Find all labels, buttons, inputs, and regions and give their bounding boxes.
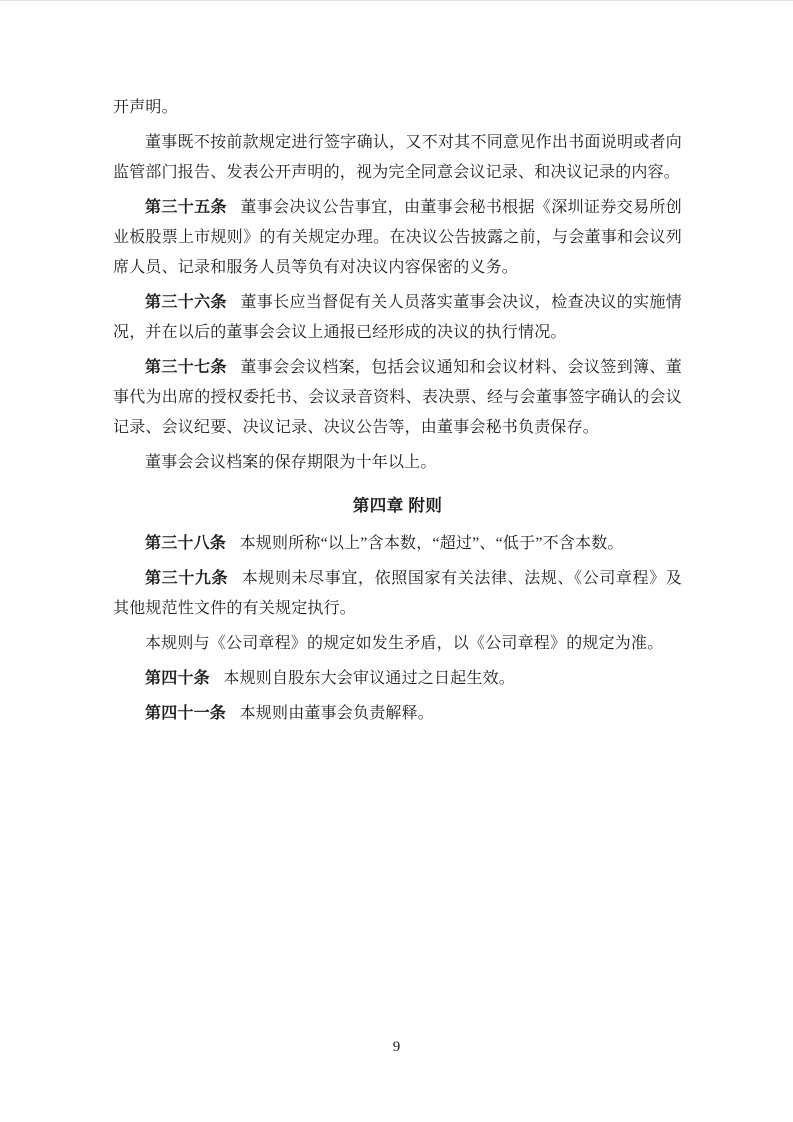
- article-number: 第三十八条: [145, 535, 227, 552]
- article-text: 本规则自股东大会审议通过之日起生效。: [223, 670, 516, 687]
- para-text: 董事既不按前款规定进行签字确认，又不对其不同意见作出书面说明或者向监管部门报告、发表公开声明的，视为完全同意会议记录、和决议记录的内容。: [113, 134, 682, 181]
- article-text: 本规则未尽事宜，依照国家有关法律、法规、《公司章程》及其他规范性文件的有关规定执行。: [113, 570, 682, 617]
- chapter-4-heading: 第四章 附则: [352, 496, 443, 515]
- article-37: [113, 353, 682, 443]
- article-38: [113, 529, 682, 559]
- article-text: 董事会会议档案，包括会议通知和会议材料、会议签到簿、董事代为出席的授权委托书、会议录音资料、表决票、经与会董事签字确认的会议记录、会议纪要、决议记录、决议公告等，由董事会秘书负责保存。: [113, 359, 682, 436]
- para-archive-retention: [113, 448, 682, 478]
- article-35: [113, 193, 682, 283]
- para-charter-precedence: [113, 629, 682, 659]
- article-41: [113, 699, 682, 729]
- article-number: 第四十条: [145, 670, 210, 687]
- article-text: 本规则所称“以上”含本数，“超过”、“低于”不含本数。: [239, 535, 624, 552]
- article-number: 第四十一条: [145, 705, 227, 722]
- para-continuation: [113, 93, 682, 123]
- article-text: 本规则由董事会负责解释。: [239, 705, 435, 722]
- article-number: 第三十九条: [145, 570, 229, 587]
- article-text: 董事会决议公告事宜，由董事会秘书根据《深圳证券交易所创业板股票上市规则》的有关规定办理。在决议公告披露之前，与会董事和会议列席人员、记录和服务人员等负有对决议内容保密的义务。: [113, 199, 682, 276]
- article-text: 董事长应当督促有关人员落实董事会决议，检查决议的实施情况，并在以后的董事会会议上通报已经形成的决议的执行情况。: [113, 294, 682, 341]
- article-number: 第三十六条: [145, 294, 227, 311]
- para-text: 开声明。: [113, 99, 178, 116]
- para-text: 本规则与《公司章程》的规定如发生矛盾，以《公司章程》的规定为准。: [145, 635, 664, 652]
- para-text: 董事会会议档案的保存期限为十年以上。: [145, 454, 437, 471]
- article-number: 第三十五条: [145, 199, 227, 216]
- para-deemed-consent: [113, 128, 682, 188]
- page-number: 9: [392, 1039, 401, 1055]
- article-40: [113, 664, 682, 694]
- article-39: [113, 564, 682, 624]
- article-36: [113, 288, 682, 348]
- article-number: 第三十七条: [145, 359, 227, 376]
